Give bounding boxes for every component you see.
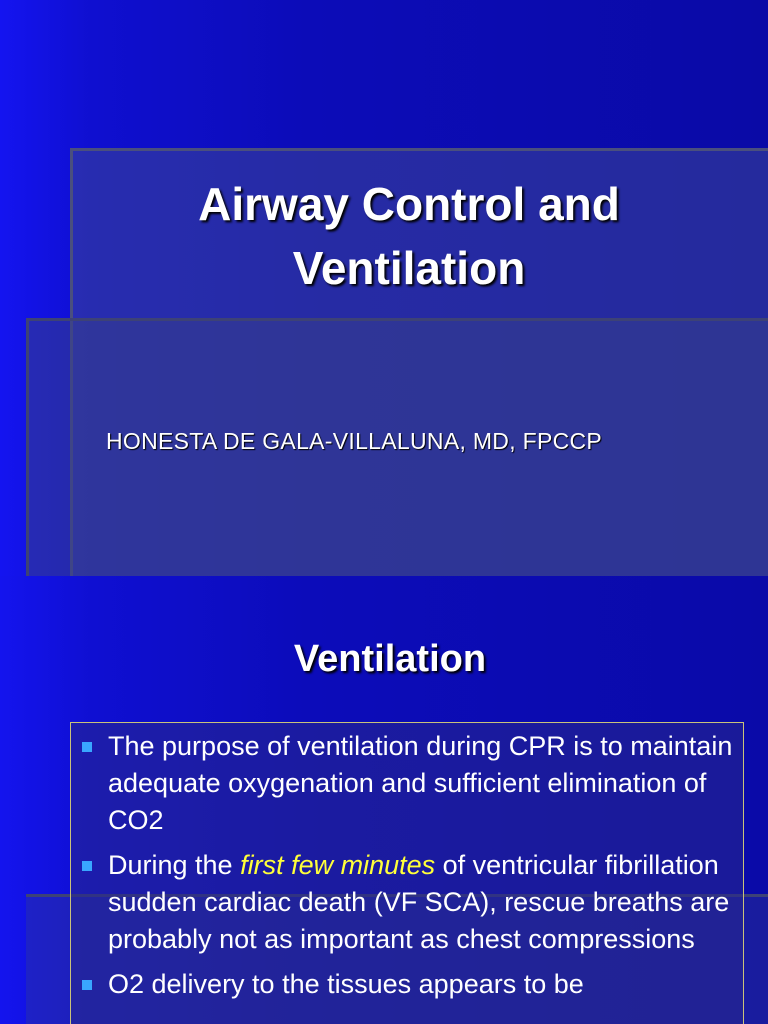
slide-title: Ventilation (293, 638, 487, 680)
square-bullet-icon (82, 980, 92, 990)
bullet-text: O2 delivery to the tissues appears to be (108, 969, 584, 999)
bullet-item (78, 966, 738, 1003)
ventilation-slide (0, 576, 768, 1024)
bullet-text: The purpose of ventilation during CPR is to maintain adequate oxygenation and sufficient elimination of CO2 (108, 731, 733, 835)
bullet-item (78, 847, 738, 958)
slide-title (70, 172, 748, 300)
square-bullet-icon (82, 742, 92, 752)
title-line: Airway Control and (198, 178, 620, 230)
bullet-text: During the (108, 850, 241, 880)
square-bullet-icon (82, 861, 92, 871)
title-line: Ventilation (292, 242, 526, 294)
highlighted-text: first few minutes (240, 850, 436, 880)
author-line: HONESTA DE GALA-VILLALUNA, MD, FPCCP (106, 428, 603, 454)
bullet-list (78, 728, 738, 1011)
bullet-item (78, 728, 738, 839)
bullet-text: of ventricular fibrillation sudden cardiac death (VF SCA), rescue breaths are probably not as important as chest compressions (108, 850, 730, 954)
